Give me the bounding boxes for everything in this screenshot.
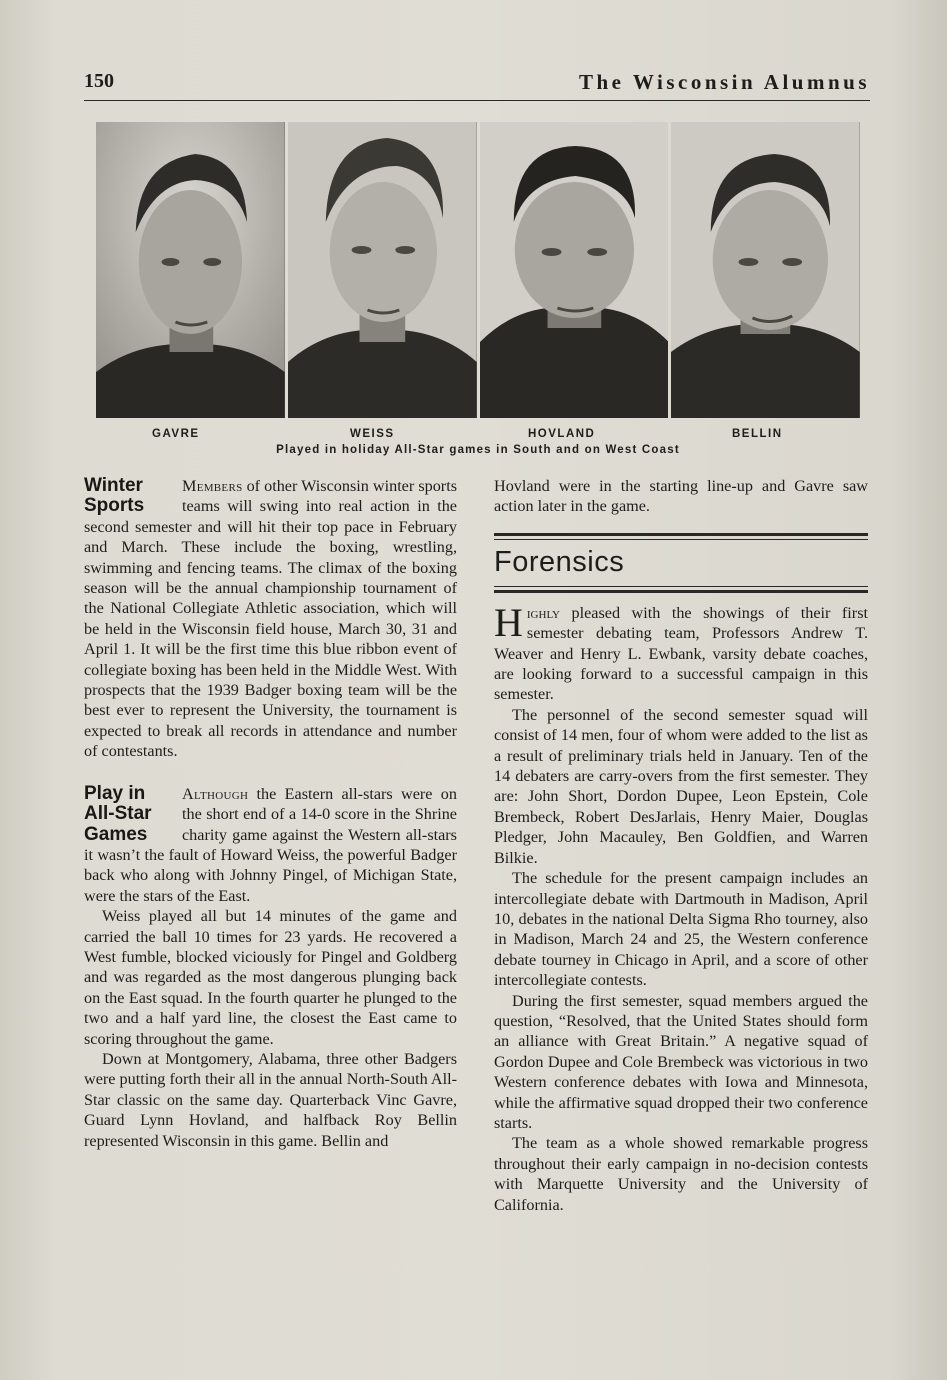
all-star-section (84, 784, 457, 1151)
forensics-top-rule (494, 533, 868, 536)
forensics-section (494, 533, 868, 1215)
all-star-paragraph-2: Weiss played all but 14 minutes of the game and carried the ball 10 times for 23 yards. He recovered a West fumble, blocked viciously for Pingel and Goldberg and was regarded as the most dangerous plunging back on the East squad. In the fourth quarter he plunged to the two and a half yard line, the closest the East came to scoring throughout the game. (84, 907, 457, 1048)
winter-sports-paragraph: Members of other Wisconsin winter sports teams will swing into real action in the second semester and will hit their top pace in February and March. These include the boxing, wrestling, swimming and fencing teams. The climax of the boxing season will be the annual championship tournament of the National Collegiate Athletic association, which will be held in the Wisconsin field house, March 30, 31 and April 1. It will be the first time this blue ribbon event of collegiate boxing has been held in the Middle West. With prospects that the 1939 Badger boxing team will be the best ever to represent the University, the tournament is expected to break all records in attendance and number of contestants. (84, 477, 457, 761)
portrait-photo-hovland (480, 122, 669, 418)
right-column (494, 476, 868, 1215)
photo-name-row (96, 428, 860, 442)
winter-sports-heading: Winter Sports (84, 475, 145, 517)
all-star-paragraph-1: Although the Eastern all-stars were on the short end of a 14-0 score in the Shrine charity game against the Western all-stars it wasn’t the fault of Howard Weiss, the powerful Badger back who along with Johnny Pingel, of Michigan State, were the stars of the East. (84, 784, 457, 905)
all-star-lead: Although (182, 784, 249, 803)
all-star-heading: Play in All-Star Games (84, 782, 152, 845)
portrait-photo-gavre (96, 122, 285, 418)
forensics-paragraph-1: Highly pleased with the showings of their first semester debating team, Professors Andrew T. Weaver and Henry L. Ewbank, varsity debate coaches, are looking forward to a successful campaign in this semester. (494, 599, 868, 704)
forensics-paragraph-2: The personnel of the second semester squad will consist of 14 men, four of whom were added to the list as a result of preliminary trials held in January. Ten of the 14 debaters are carry-overs from the first semester. They are: John Short, Dordon Dupee, Leon Epstein, Cole Brembeck, Robert DesJarlais, Henry Maier, Douglas Pledger, John Macauley, Ben Goldfien, and Warren Bilkie. (494, 705, 868, 867)
winter-sports-lead: Members (182, 477, 243, 495)
forensics-paragraph-5: The team as a whole showed remarkable progress throughout their early campaign in no-decision contests with Marquette University and the University of California. (494, 1134, 868, 1214)
portrait-photo-bellin (671, 122, 860, 418)
journal-title: The Wisconsin Alumnus (579, 70, 870, 94)
photo-name-hovland: HOVLAND (528, 428, 596, 440)
photo-strip (96, 122, 860, 418)
page-header (84, 68, 870, 101)
forensics-paragraph-4: During the first semester, squad members argued the question, “Resolved, that the United States should form an alliance with Great Britain.” A negative squad of Gordon Dupee and Cole Brembeck was victorious in two Western conference debates with Iowa and Minnesota, while the affirmative squad dropped their two conference starts. (494, 991, 868, 1132)
photo-name-gavre: GAVRE (152, 428, 200, 440)
photo-name-weiss: WEISS (350, 428, 395, 440)
all-star-paragraph-3: Down at Montgomery, Alabama, three other Badgers were putting forth their all in the annual North-South All-Star classic on the same day. Quarterback Vinc Gavre, Guard Lynn Hovland, and halfback Roy Bellin represented Wisconsin in this game. Bellin and (84, 1049, 457, 1150)
forensics-bottom-rule (494, 590, 868, 593)
forensics-bottom-rule-thin (494, 586, 868, 587)
forensics-paragraph-3: The schedule for the present campaign includes an intercollegiate debate with Dartmouth in Madison, April 10, debates in the national Delta Sigma Rho tourney, also in Madison, March 24 and 25, the Western conference debate tourney in Chicago in April, and a score of other intercollegiate contests. (494, 869, 868, 990)
left-column (84, 476, 457, 1165)
forensics-dropcap: H (494, 599, 523, 645)
page-number: 150 (84, 70, 114, 92)
all-star-continued: Hovland were in the starting line-up and Gavre saw action later in the game. (494, 477, 868, 516)
forensics-lead: ighly (526, 603, 561, 622)
winter-sports-section (84, 476, 457, 762)
forensics-title: Forensics (494, 545, 625, 578)
portrait-photo-weiss (288, 122, 477, 418)
photo-caption: Played in holiday All-Star games in South and on West Coast (276, 444, 680, 456)
photo-name-bellin: BELLIN (732, 428, 783, 440)
